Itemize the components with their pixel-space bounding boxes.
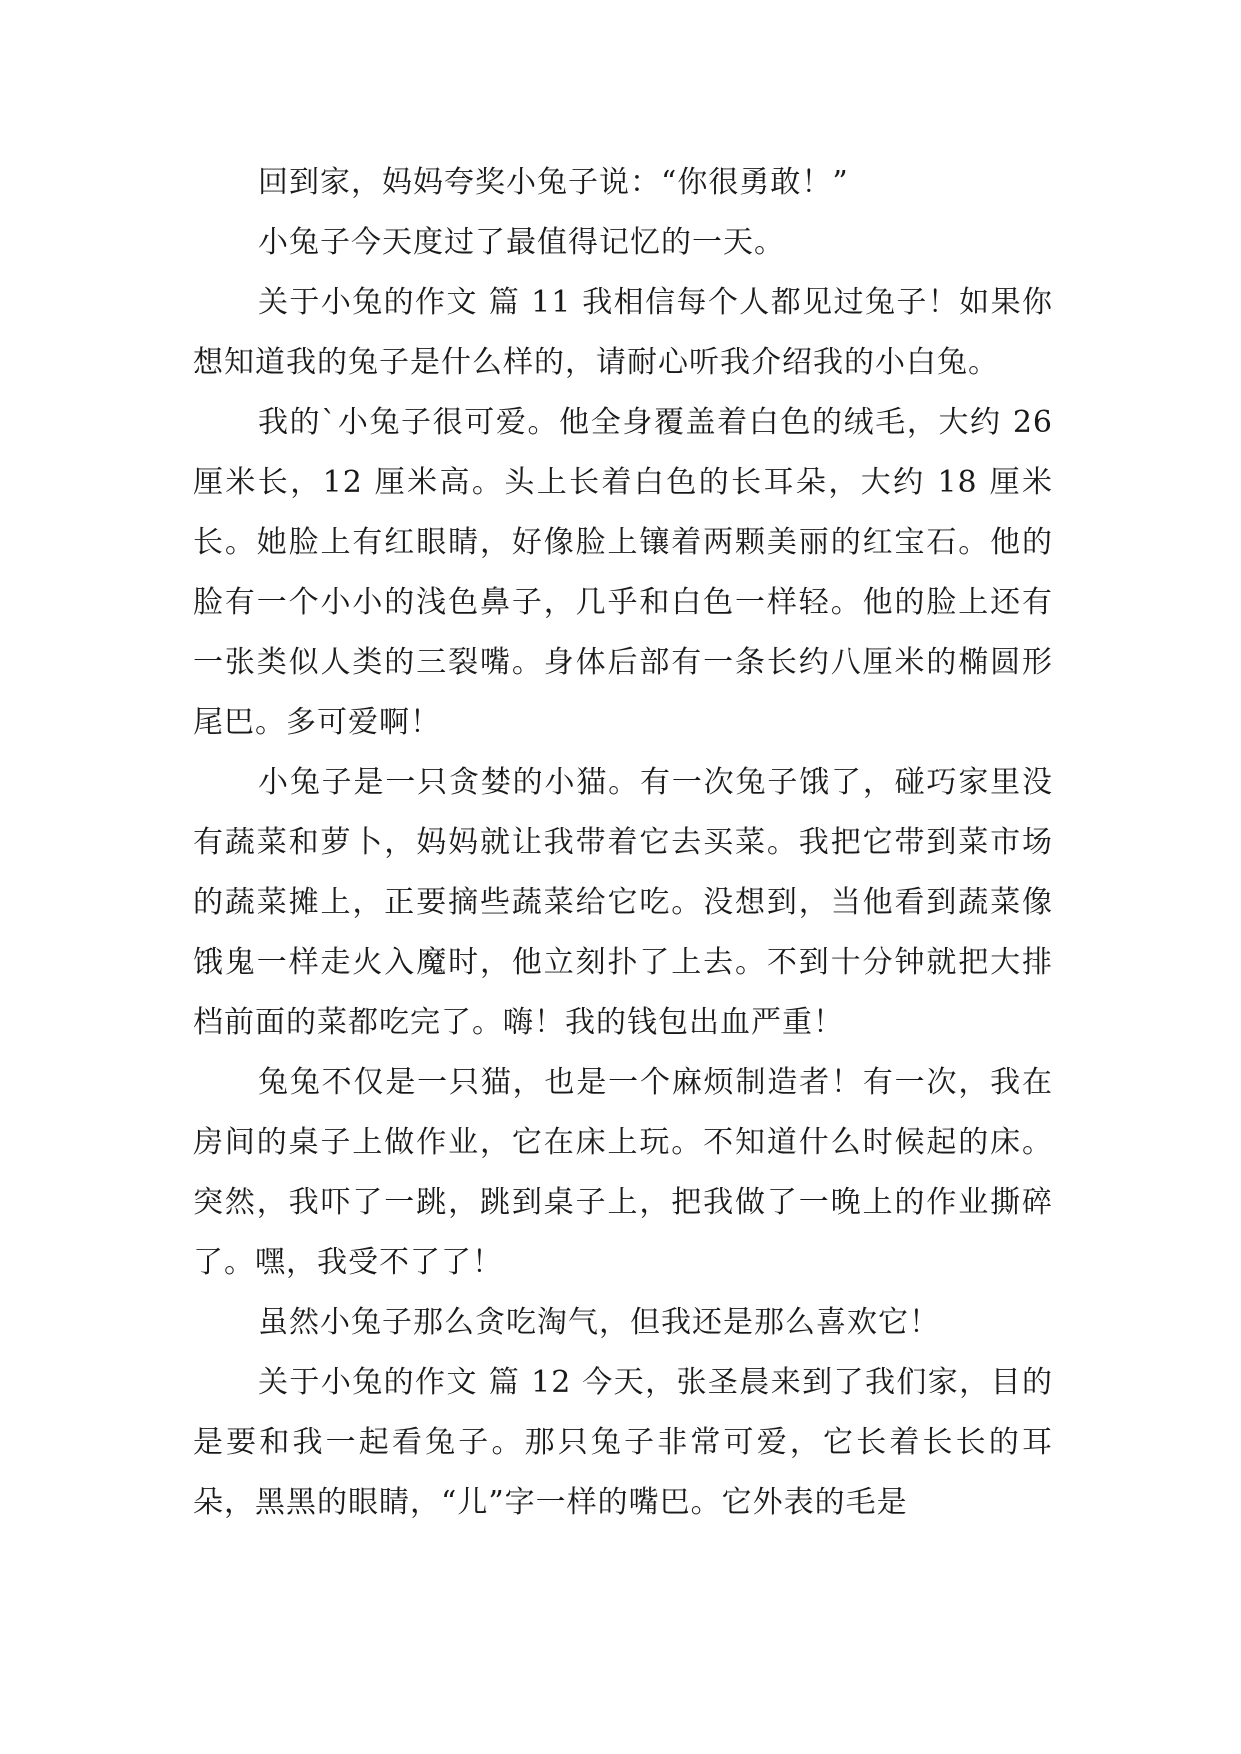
paragraph: 关于小兔的作文 篇 11 我相信每个人都见过兔子！如果你想知道我的兔子是什么样的，请耐心听我介绍我的小白兔。 [193,285,1053,380]
paragraph: 回到家，妈妈夸奖小兔子说：“你很勇敢！” [258,165,849,200]
paragraph: 小兔子今天度过了最值得记忆的一天。 [258,225,785,260]
paragraph: 小兔子是一只贪婪的小猫。有一次兔子饿了，碰巧家里没有蔬菜和萝卜，妈妈就让我带着它去买菜。我把它带到菜市场的蔬菜摊上，正要摘些蔬菜给它吃。没想到，当他看到蔬菜像饿鬼一样走火入魔时，他立刻扑了上去。不到十分钟就把大排档前面的菜都吃完了。嗨！我的钱包出血严重！ [193,765,1053,1040]
paragraph: 我的`小兔子很可爱。他全身覆盖着白色的绒毛，大约 26 厘米长，12 厘米高。头上长着白色的长耳朵，大约 18 厘米长。她脸上有红眼睛，好像脸上镶着两颗美丽的红宝石。他的脸有一个小小的浅色鼻子，几乎和白色一样轻。他的脸上还有一张类似人类的三裂嘴。身体后部有一条长约八厘米的椭圆形尾巴。多可爱啊！ [193,405,1053,740]
paragraph: 虽然小兔子那么贪吃淘气，但我还是那么喜欢它！ [258,1305,940,1340]
document-body [193,153,1053,1533]
paragraph: 关于小兔的作文 篇 12 今天，张圣晨来到了我们家，目的是要和我一起看兔子。那只兔子非常可爱，它长着长长的耳朵，黑黑的眼睛，“儿”字一样的嘴巴。它外表的毛是 [193,1365,1053,1520]
paragraph: 兔兔不仅是一只猫，也是一个麻烦制造者！有一次，我在房间的桌子上做作业，它在床上玩。不知道什么时候起的床。突然，我吓了一跳，跳到桌子上，把我做了一晚上的作业撕碎了。嘿，我受不了了！ [193,1065,1053,1280]
